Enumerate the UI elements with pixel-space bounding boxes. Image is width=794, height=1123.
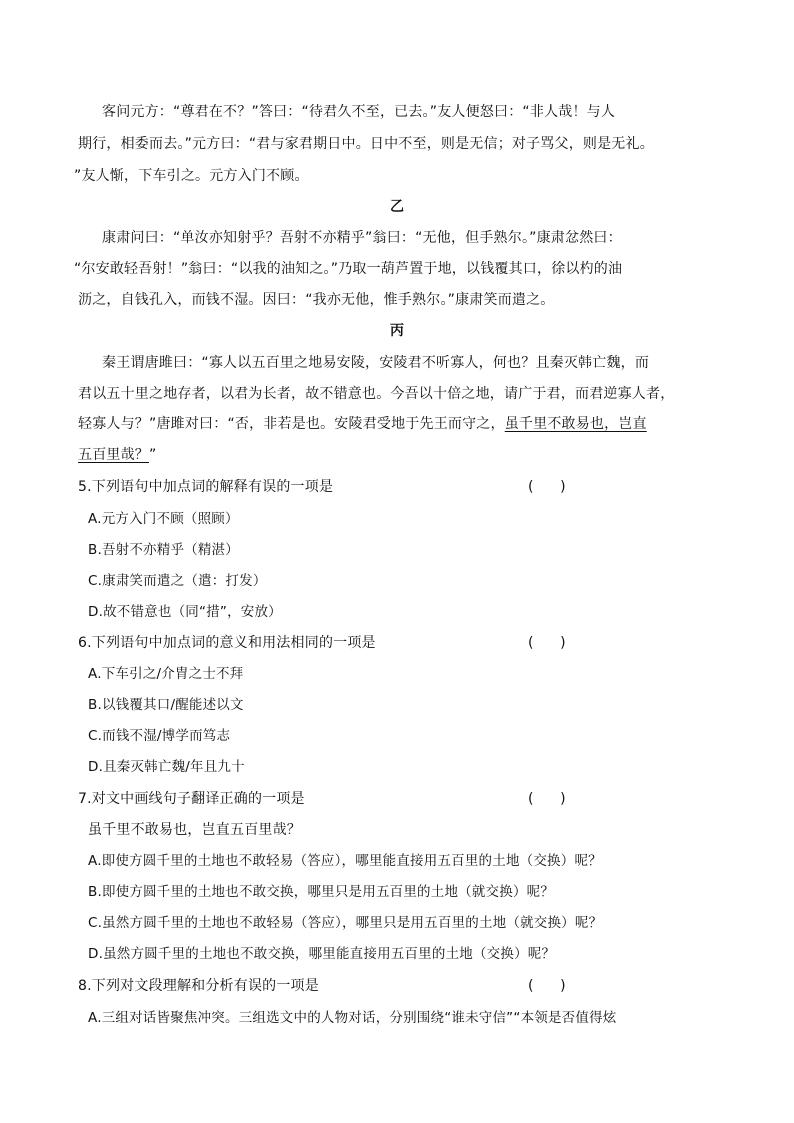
question-6-option-c[interactable]: C.而钱不湿/博学而笃志 xyxy=(88,728,231,744)
question-6-option-d[interactable]: D.且秦灭韩亡魏/年且九十 xyxy=(88,759,245,775)
passage-jia-line-2: 期行，相委而去。”元方曰：“君与家君期日中。日中不至，则是无信；对子骂父，则是无礼。 xyxy=(78,136,654,152)
question-7-answer-blank[interactable]: ( ) xyxy=(528,791,566,807)
question-5-answer-blank[interactable]: ( ) xyxy=(528,479,566,495)
underlined-sentence-part-1: 虽千里不敢易也，岂直 xyxy=(504,416,647,432)
question-7-option-d[interactable]: D.虽然方圆千里的土地也不敢交换，哪里能直接用五百里的土地（交换）呢？ xyxy=(88,946,556,962)
passage-bing-line-3 xyxy=(78,414,647,434)
question-8-option-a[interactable]: A.三组对话皆聚焦冲突。三组选文中的人物对话，分别围绕“谁未守信”“本领是否值得炫 xyxy=(88,1010,617,1026)
question-7-option-a[interactable]: A.即使方圆千里的土地也不敢轻易（答应），哪里能直接用五百里的土地（交换）呢？ xyxy=(88,853,602,869)
passage-bing-line-3-text: 轻寡人与？”唐雎对曰：“否，非若是也。安陵君受地于先王而守之， xyxy=(78,416,505,432)
question-5-option-b[interactable]: B.吾射不亦精乎（精湛） xyxy=(88,542,239,558)
passage-jia-line-1: 客问元方：“尊君在不？”答曰：“待君久不至，已去。”友人便怒曰：“非人哉！与人 xyxy=(102,104,616,120)
question-5-option-d[interactable]: D.故不错意也（同“措”，安放） xyxy=(88,604,282,620)
passage-jia-line-3: ”友人惭，下车引之。元方入门不顾。 xyxy=(74,168,309,184)
passage-yi-line-1: 康肃问曰：“单汝亦知射乎？吾射不亦精乎”翁曰：“无他，但手熟尔。”康肃忿然曰： xyxy=(102,230,622,246)
question-8-stem: 8.下列对文段理解和分析有误的一项是 xyxy=(78,978,319,994)
question-6-option-b[interactable]: B.以钱覆其口/醒能述以文 xyxy=(88,697,244,713)
question-7-sentence: 虽千里不敢易也，岂直五百里哉？ xyxy=(88,822,301,838)
passage-bing-line-4 xyxy=(78,445,156,465)
closing-quote: ” xyxy=(149,447,157,463)
passage-bing-line-2: 君以五十里之地存者，以君为长者，故不错意也。今吾以十倍之地，请广于君，而君逆寡人者， xyxy=(78,386,675,402)
underlined-sentence-part-2: 五百里哉？ xyxy=(78,447,149,463)
question-6-stem: 6.下列语句中加点词的意义和用法相同的一项是 xyxy=(78,635,376,651)
passage-bing-heading: 丙 xyxy=(390,323,404,339)
passage-yi-heading: 乙 xyxy=(390,199,404,215)
passage-yi-line-3: 沥之，自钱孔入，而钱不湿。因曰：“我亦无他，惟手熟尔。”康肃笑而遣之。 xyxy=(78,292,555,308)
passage-yi-line-2: “尔安敢轻吾射！”翁曰：“以我的油知之。”乃取一葫芦置于地，以钱覆其口，徐以杓的油 xyxy=(74,261,623,277)
question-7-stem: 7.对文中画线句子翻译正确的一项是 xyxy=(78,791,305,807)
question-7-option-c[interactable]: C.虽然方圆千里的土地也不敢轻易（答应），哪里只是用五百里的土地（就交换）呢？ xyxy=(88,915,603,931)
question-5-option-a[interactable]: A.元方入门不顾（照顾） xyxy=(88,511,239,527)
question-8-answer-blank[interactable]: ( ) xyxy=(528,978,566,994)
question-6-answer-blank[interactable]: ( ) xyxy=(528,635,566,651)
passage-bing-line-1: 秦王谓唐雎曰：“寡人以五百里之地易安陵，安陵君不听寡人，何也？且秦灭韩亡魏，而 xyxy=(102,355,650,371)
question-7-option-b[interactable]: B.即使方圆千里的土地也不敢交换，哪里只是用五百里的土地（就交换）呢？ xyxy=(88,884,555,900)
question-5-stem: 5.下列语句中加点词的解释有误的一项是 xyxy=(78,479,334,495)
question-6-option-a[interactable]: A.下车引之/介胄之士不拜 xyxy=(88,666,244,682)
question-5-option-c[interactable]: C.康肃笑而遣之（遣：打发） xyxy=(88,573,267,589)
